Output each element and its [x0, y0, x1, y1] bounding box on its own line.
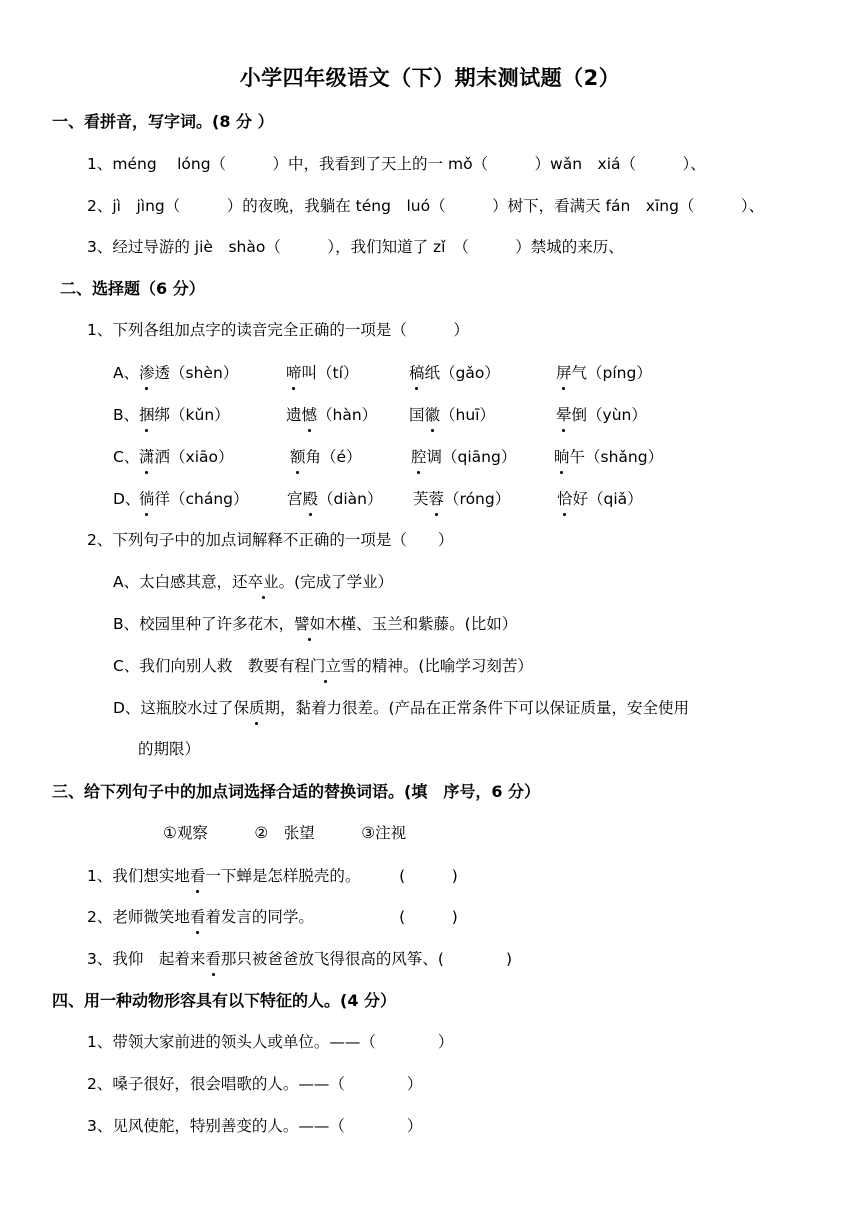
option-label: D、 — [113, 490, 141, 508]
dotted-word: 保质期 — [233, 696, 280, 720]
section-4-question-1: 1、带领大家前进的领头人或单位。——（ ） — [87, 1033, 454, 1051]
dotted-word: 卒业 — [248, 570, 279, 594]
option-item: 晕倒（yùn） — [556, 403, 647, 427]
question-2-option-b: B、校园里种了许多花木，譬如木槿、玉兰和紫藤。(比如） — [113, 612, 517, 636]
question-2-option-d-continued: 的期限） — [138, 740, 201, 758]
dotted-word: 看 — [190, 905, 206, 929]
option-item: 腔调（qiāng） — [411, 445, 516, 469]
section-4-question-2: 2、嗓子很好，很会唱歌的人。——（ ） — [87, 1075, 423, 1093]
option-item: 额角（é） — [290, 445, 362, 469]
section-3-question-2: 2、老师微笑地看着发言的同学。 ( ) — [87, 905, 458, 929]
dotted-word: 看 — [190, 864, 206, 888]
option-item: 啼叫（tí） — [286, 361, 358, 385]
section-1-heading: 一、看拼音，写字词。(8 分 ） — [52, 112, 274, 131]
section-3-heading: 三、给下列句子中的加点词选择合适的替换词语。(填 序号，6 分） — [52, 782, 541, 801]
option-item: 捆绑（kǔn） — [139, 403, 230, 427]
section-1-question-3: 3、经过导游的 jiè shào（ ），我们知道了 zǐ （ ）禁城的来历、 — [87, 238, 624, 256]
section-4-heading: 四、用一种动物形容具有以下特征的人。(4 分） — [52, 991, 397, 1010]
section-3-question-1: 1、我们想实地看一下蝉是怎样脱壳的。 ( ) — [87, 864, 458, 888]
option-row-c — [113, 445, 713, 471]
option-item: 徜徉（cháng） — [139, 487, 249, 511]
section-2-question-1: 1、下列各组加点字的读音完全正确的一项是（ ） — [87, 321, 469, 339]
option-item: 屏气（píng） — [556, 361, 652, 385]
section-2-heading: 二、选择题（6 分） — [60, 279, 205, 298]
section-2-question-2: 2、下列句子中的加点词解释不正确的一项是（ ） — [87, 531, 454, 549]
option-item: 晌午（shǎng） — [554, 445, 663, 469]
option-label: B、 — [113, 406, 140, 424]
dotted-word: 看 — [205, 947, 221, 971]
question-2-option-d: D、这瓶胶水过了保质期，黏着力很差。(产品在正常条件下可以保证质量，安全使用 — [113, 696, 689, 720]
section-1-question-2: 2、jì jìng（ ）的夜晚，我躺在 téng luó（ ）树下，看满天 fán xīng（ ）、 — [87, 197, 765, 215]
option-item: 渗透（shèn） — [139, 361, 238, 385]
section-1-question-1: 1、méng lóng（ ）中，我看到了天上的一 mǒ（ ）wǎn xiá（ ）、 — [87, 155, 706, 173]
option-item: 芙蓉（róng） — [413, 487, 510, 511]
option-label: A、 — [113, 364, 140, 382]
section-4-question-3: 3、见风使舵，特别善变的人。——（ ） — [87, 1117, 423, 1135]
question-2-option-c: C、我们向别人救 教要有程门立雪的精神。(比喻学习刻苦） — [113, 654, 533, 678]
dotted-word: 譬如 — [294, 612, 325, 636]
option-item: 稿纸（gǎo） — [409, 361, 500, 385]
option-item: 国徽（huī） — [409, 403, 495, 427]
option-item: 潇洒（xiāo） — [139, 445, 233, 469]
section-3-choices: ①观察 ② 张望 ③注视 — [163, 824, 407, 842]
page-title: 小学四年级语文（下）期末测试题（2） — [239, 66, 621, 90]
question-2-option-a: A、太白感其意，还卒业。(完成了学业） — [113, 570, 393, 594]
option-item: 宫殿（diàn） — [287, 487, 383, 511]
option-item: 恰好（qiǎ） — [557, 487, 643, 511]
section-3-question-3: 3、我仰 起着来看那只被爸爸放飞得很高的风筝、( ) — [87, 947, 512, 971]
option-label: C、 — [113, 448, 140, 466]
option-row-b — [113, 403, 713, 429]
option-item: 遗憾（hàn） — [286, 403, 377, 427]
option-row-d — [113, 487, 713, 513]
option-row-a — [113, 361, 713, 387]
dotted-word: 程门立雪 — [294, 654, 356, 678]
